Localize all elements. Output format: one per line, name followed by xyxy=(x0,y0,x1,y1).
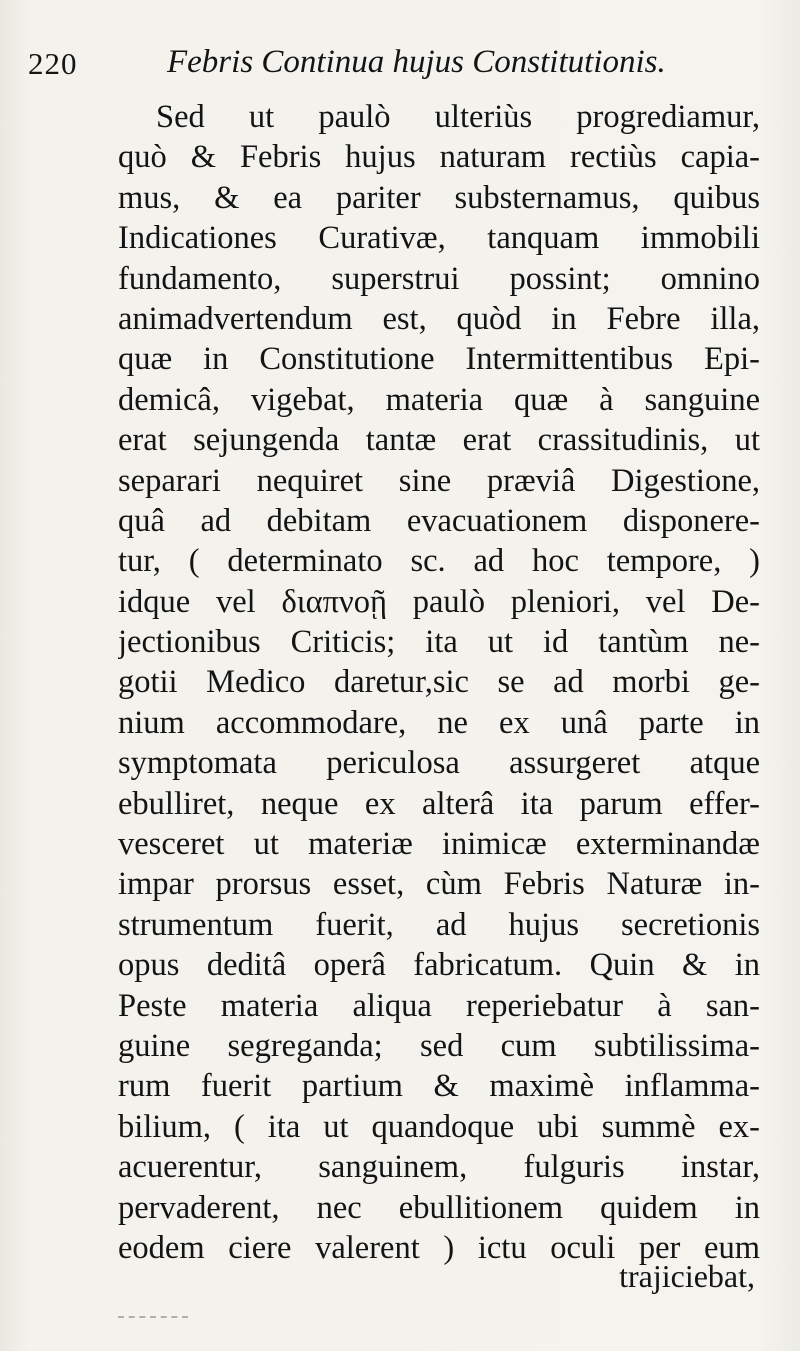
body-text xyxy=(118,97,760,1268)
text-line: demicâ, vigebat, materia quæ à sanguine xyxy=(118,381,760,418)
text-line: separari nequiret sine præviâ Digestione, xyxy=(118,462,760,499)
text-line: rum fuerit partium & maximè inflamma- xyxy=(118,1068,760,1105)
text-line: quò & Febris hujus naturam rectiùs capia- xyxy=(118,139,760,176)
text-line: Indicationes Curativæ, tanquam immobili xyxy=(118,220,760,257)
text-line: quæ in Constitutione Intermittentibus Epi- xyxy=(118,341,760,378)
text-line: strumentum fuerit, ad hujus secretionis xyxy=(118,906,760,943)
text-line: mus, & ea pariter substernamus, quibus xyxy=(118,179,760,216)
text-line: vesceret ut materiæ inimicæ exterminandæ xyxy=(118,826,760,863)
text-line: opus deditâ operâ fabricatum. Quin & in xyxy=(118,947,760,984)
text-line: Peste materia aliqua reperiebatur à san- xyxy=(118,987,760,1024)
text-line: nium accommodare, ne ex unâ parte in xyxy=(118,704,760,741)
text-line: idque vel διαπνοῇ paulò pleniori, vel De- xyxy=(118,583,760,620)
text-line: gotii Medico daretur,sic se ad morbi ge- xyxy=(118,664,760,701)
text-line: fundamento, superstrui possint; omnino xyxy=(118,260,760,297)
text-line: Sed ut paulò ulteriùs progrediamur, xyxy=(156,99,760,135)
catchword: trajiciebat, xyxy=(619,1258,755,1294)
text-line: jectionibus Criticis; ita ut id tantùm ne- xyxy=(118,624,760,661)
text-line: guine segreganda; sed cum subtilissima- xyxy=(118,1027,760,1064)
text-line: pervaderent, nec ebullitionem quidem in xyxy=(118,1189,760,1226)
text-line: ebulliret, neque ex alterâ ita parum effer- xyxy=(118,785,760,822)
text-line: bilium, ( ita ut quandoque ubi summè ex- xyxy=(118,1108,760,1145)
text-line: symptomata periculosa assurgeret atque xyxy=(118,745,760,782)
text-line: eodem ciere valerent ) ictu oculi per eum xyxy=(118,1229,760,1266)
text-line: tur, ( determinato sc. ad hoc tempore, ) xyxy=(118,543,760,580)
text-line: quâ ad debitam evacuationem disponere- xyxy=(118,502,760,539)
ink-smudge xyxy=(118,1316,188,1320)
text-line: acuerentur, sanguinem, fulguris instar, xyxy=(118,1149,760,1186)
running-title: Febris Continua hujus Constitutionis. xyxy=(167,44,666,80)
text-line: erat sejungenda tantæ erat crassitudinis, ut xyxy=(118,422,760,459)
text-line: animadvertendum est, quòd in Febre illa, xyxy=(118,300,760,337)
text-line: impar prorsus esset, cùm Febris Naturæ in- xyxy=(118,866,760,903)
page-number: 220 xyxy=(28,46,78,81)
page-header xyxy=(22,40,782,90)
